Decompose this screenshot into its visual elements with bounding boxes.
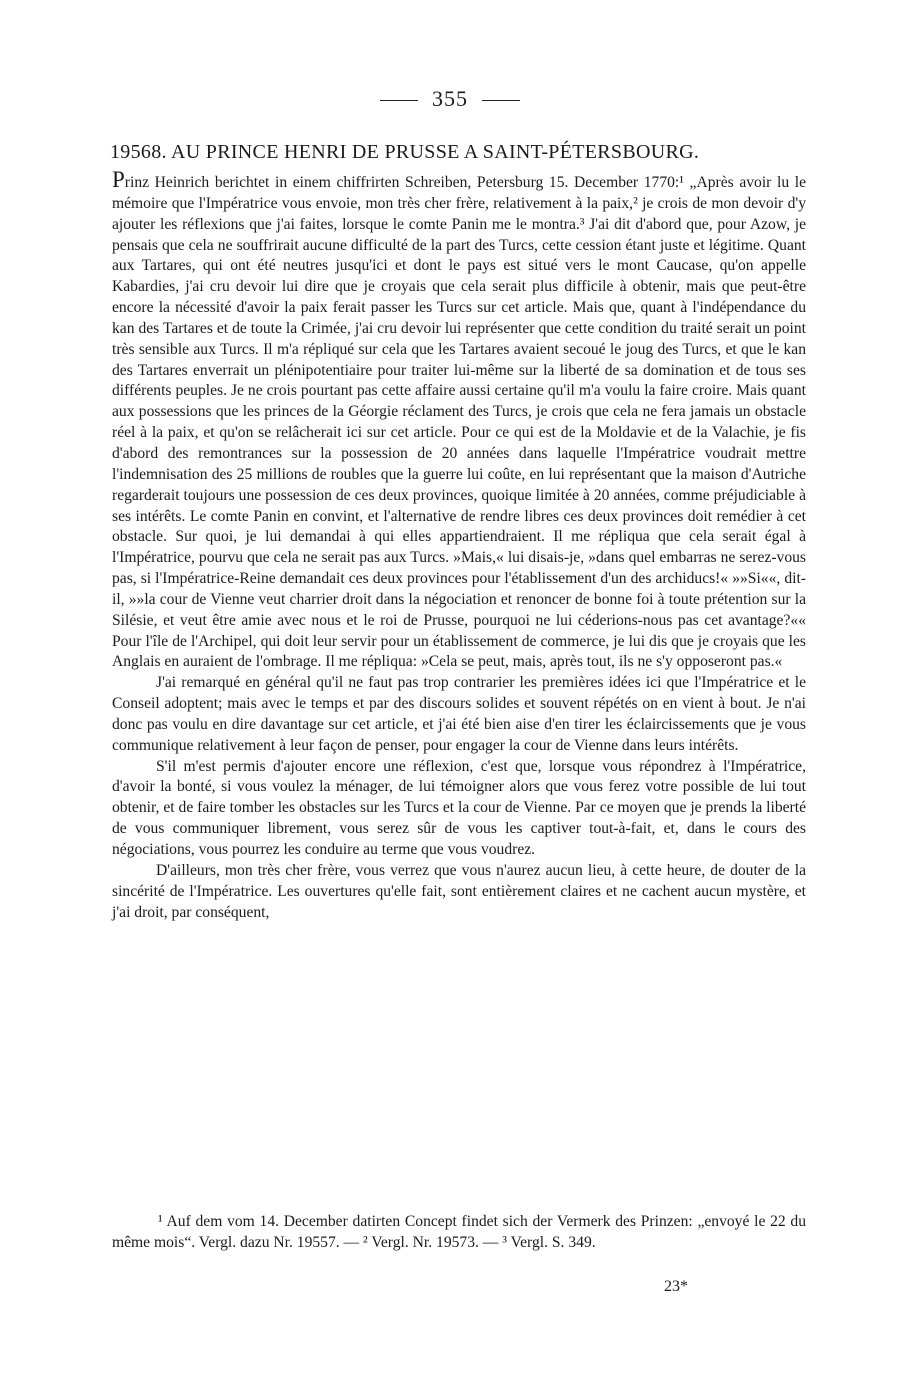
header-rule-left — [380, 100, 418, 101]
letter-body — [112, 167, 806, 923]
footnotes-text: ¹ Auf dem vom 14. December datirten Concept findet sich der Vermerk des Prinzen: „envoyé le 22 du même mois“. Vergl. dazu Nr. 19557. — ² Vergl. Nr. 19573. — ³ Vergl. S. 349. — [112, 1213, 806, 1251]
letter-title: 19568. AU PRINCE HENRI DE PRUSSE A SAINT-PÉTERSBOURG. — [110, 141, 700, 163]
footnotes — [112, 1212, 806, 1254]
drop-cap: P — [112, 167, 125, 192]
intro-paragraph — [112, 167, 806, 673]
paragraph-2: J'ai remarqué en général qu'il ne faut pas trop contrarier les premières idées ici que l'Impératrice et le Conseil adoptent; mais avec le temps et par des discours solides et souvent répétés on en vient à bout. Je n'ai donc pas voulu en dire davantage sur cet article, et j'ai été bien aise d'en tirer les éclaircissements que je vous communique relativement à leur façon de penser, pour engager la cour de Vienne dans leurs intérêts. — [112, 674, 806, 754]
intro-text: rinz Heinrich berichtet in einem chiffrirten Schreiben, Petersburg 15. December 1770:¹ „Après avoir lu le mémoire que l'Impératrice vous envoie, mon très cher frère, relativement à la paix,² je crois de mon devoir d'y ajouter les réflexions que j'ai faites, lorsque le comte Panin me le montra.³ J'ai dit d'abord que, pour Azow, je pensais que cela ne souffrirait aucune difficulté de la part des Turcs, cette cession étant juste et légitime. Quant aux Tartares, qui ont été neutres jusqu'ici et dont le pays est situé vers le mont Caucase, qu'on appelle Kabardies, j'ai cru devoir lui dire que je croyais que cela serait plus difficile à obtenir, mais que peut-être encore la nécessité d'avoir la paix ferait passer les Turcs sur cet article. Mais que, quant à l'indépendance du kan des Tartares et de toute la Crimée, j'ai cru devoir lui représenter que cette condition du traité serait un point très sensible aux Turcs. Il m'a répliqué sur cela que les Tartares avaient secoué le joug des Turcs, et que le kan des Tartares enverrait un plénipotentiaire pour traiter lui-même sur la liberté de sa domination et de tous ses différents peuples. Je ne crois pourtant pas cette affaire aussi certaine qu'il m'a voulu la faire croire. Mais quant aux possessions que les princes de la Géorgie réclament des Turcs, je crois que cela ne fera jamais un obstacle réel à la paix, et qu'on se relâcherait ici sur cet article. Pour ce qui est de la Moldavie et de la Valachie, je fis d'abord des remontrances sur la possession de 20 années dans laquelle l'Impératrice voudrait mettre l'indemnisation des 25 millions de roubles que la guerre lui coûte, en lui représentant que la maison d'Autriche regarderait toujours une possession de ces deux provinces, quoique limitée à 20 années, comme préjudiciable à ses intérêts. Le comte Panin en convint, et l'alternative de rendre libres ces deux provinces doit remédier à cet obstacle. Sur quoi, je lui demandai à qui elles appartiendraient. Il me répliqua que cela serait égal à l'Impératrice, pourvu que cela ne serait pas aux Turcs. »Mais,« lui disais-je, »dans quel embarras ne serez-vous pas, si l'Impératrice-Reine demandait ces deux provinces pour l'établissement d'un des archiducs!« »»Si««, dit-il, »»la cour de Vienne veut charrier droit dans la négociation et renoncer de bonne foi à toute prétention sur la Silésie, et veut être amie avec nous et le roi de Prusse, pourquoi ne lui céderions-nous pas cet avantage?«« Pour l'île de l'Archipel, qui doit leur servir pour un établissement de commerce, je lui dis que je croyais que les Anglais en auraient de l'ombrage. Il me répliqua: »Cela se peut, mais, après tout, ils ne s'y opposeront pas.« — [112, 174, 806, 671]
paragraph-4: D'ailleurs, mon très cher frère, vous verrez que vous n'aurez aucun lieu, à cette heure, de douter de la sincérité de l'Impératrice. Les ouvertures qu'elle fait, sont entièrement claires et ne cachent aucun mystère, et j'ai droit, par conséquent, — [112, 861, 806, 921]
header-rule-right — [482, 100, 520, 101]
signature-mark: 23* — [664, 1278, 688, 1295]
page-number: 355 — [432, 86, 468, 111]
paragraph-3: S'il m'est permis d'ajouter encore une réflexion, c'est que, lorsque vous répondrez à l'Impératrice, d'avoir la bonté, si vous voulez la ménager, de lui témoigner alors que vous ferez votre possible de lui tout obtenir, et de faire tomber les obstacles sur les Turcs et la cour de Vienne. Par ce moyen que je prends la liberté de vous communiquer librement, vous serez sûr de vous les captiver tout-à-fait, et, dans le cours des négociations, vous pourrez les conduire au terme que vous voudrez. — [112, 757, 806, 858]
page-header — [0, 86, 900, 112]
